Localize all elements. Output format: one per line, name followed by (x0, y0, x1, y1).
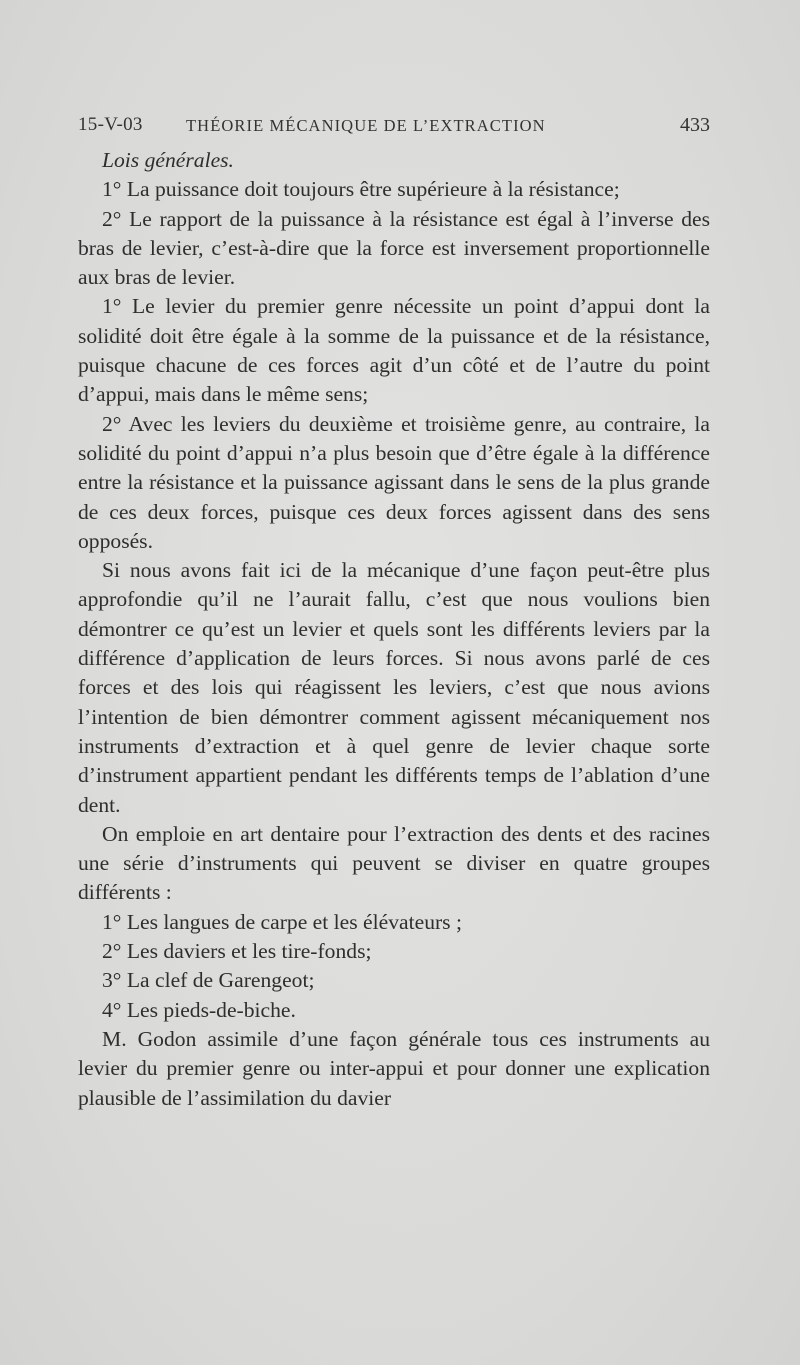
paragraph: 2° Le rapport de la puissance à la résistance est égal à l’inverse des bras de levier, c’est-à-dire que la force est inversement proportionnelle aux bras de levier. (78, 206, 710, 290)
page-number: 433 (680, 114, 710, 136)
paragraph: 1° Le levier du premier genre nécessite un point d’appui dont la solidité doit être égale à la somme de la puissance et de la résistance, puisque chacune de ces forces agit d’un côté et de l’autre du point d’appui, mais dans le même sens; (78, 294, 710, 407)
paragraph: 2° Avec les leviers du deuxième et troisième genre, au contraire, la solidité du point d’appui n’a plus besoin que d’être égale à la différence entre la résistance et la puissance agissant dans le sens de la plus grande de ces deux forces, puisque ces deux forces agissent dans des sens opposés. (78, 411, 710, 553)
list-item: 1° Les langues de carpe et les élévateurs ; (102, 909, 462, 934)
list-item: 3° La clef de Garengeot; (102, 968, 315, 993)
paragraph: M. Godon assimile d’une façon générale tous ces instruments au levier du premier genre ou inter-appui et pour donner une explication plausible de l’assimilation du davier (78, 1026, 710, 1110)
paragraph: 1° La puissance doit toujours être supérieure à la résistance; (102, 177, 620, 202)
list-item: 4° Les pieds-de-biche. (102, 997, 296, 1022)
running-header (78, 114, 710, 144)
header-title: THÉORIE MÉCANIQUE DE L’EXTRACTION (186, 116, 546, 135)
list-item: 2° Les daviers et les tire-fonds; (102, 939, 372, 964)
header-date-code: 15-V-03 (78, 114, 143, 135)
section-heading: Lois générales. (102, 148, 234, 172)
paragraph: Si nous avons fait ici de la mécanique d’une façon peut-être plus approfondie qu’il ne l’aurait fallu, c’est que nous voulions bien démontrer ce qu’est un levier et quels sont les différents leviers par la différence d’application de leurs forces. Si nous avons parlé de ces forces et des lois qui réagissent les leviers, c’est que nous avions l’intention de bien démontrer comment agissent mécaniquement nos instruments d’extraction et à quel genre de levier chaque sorte d’instrument appartient pendant les différents temps de l’ablation d’une dent. (78, 558, 710, 817)
page-body (78, 146, 710, 1113)
paragraph: On emploie en art dentaire pour l’extraction des dents et des racines une série d’instruments qui peuvent se diviser en quatre groupes différents : (78, 821, 710, 905)
